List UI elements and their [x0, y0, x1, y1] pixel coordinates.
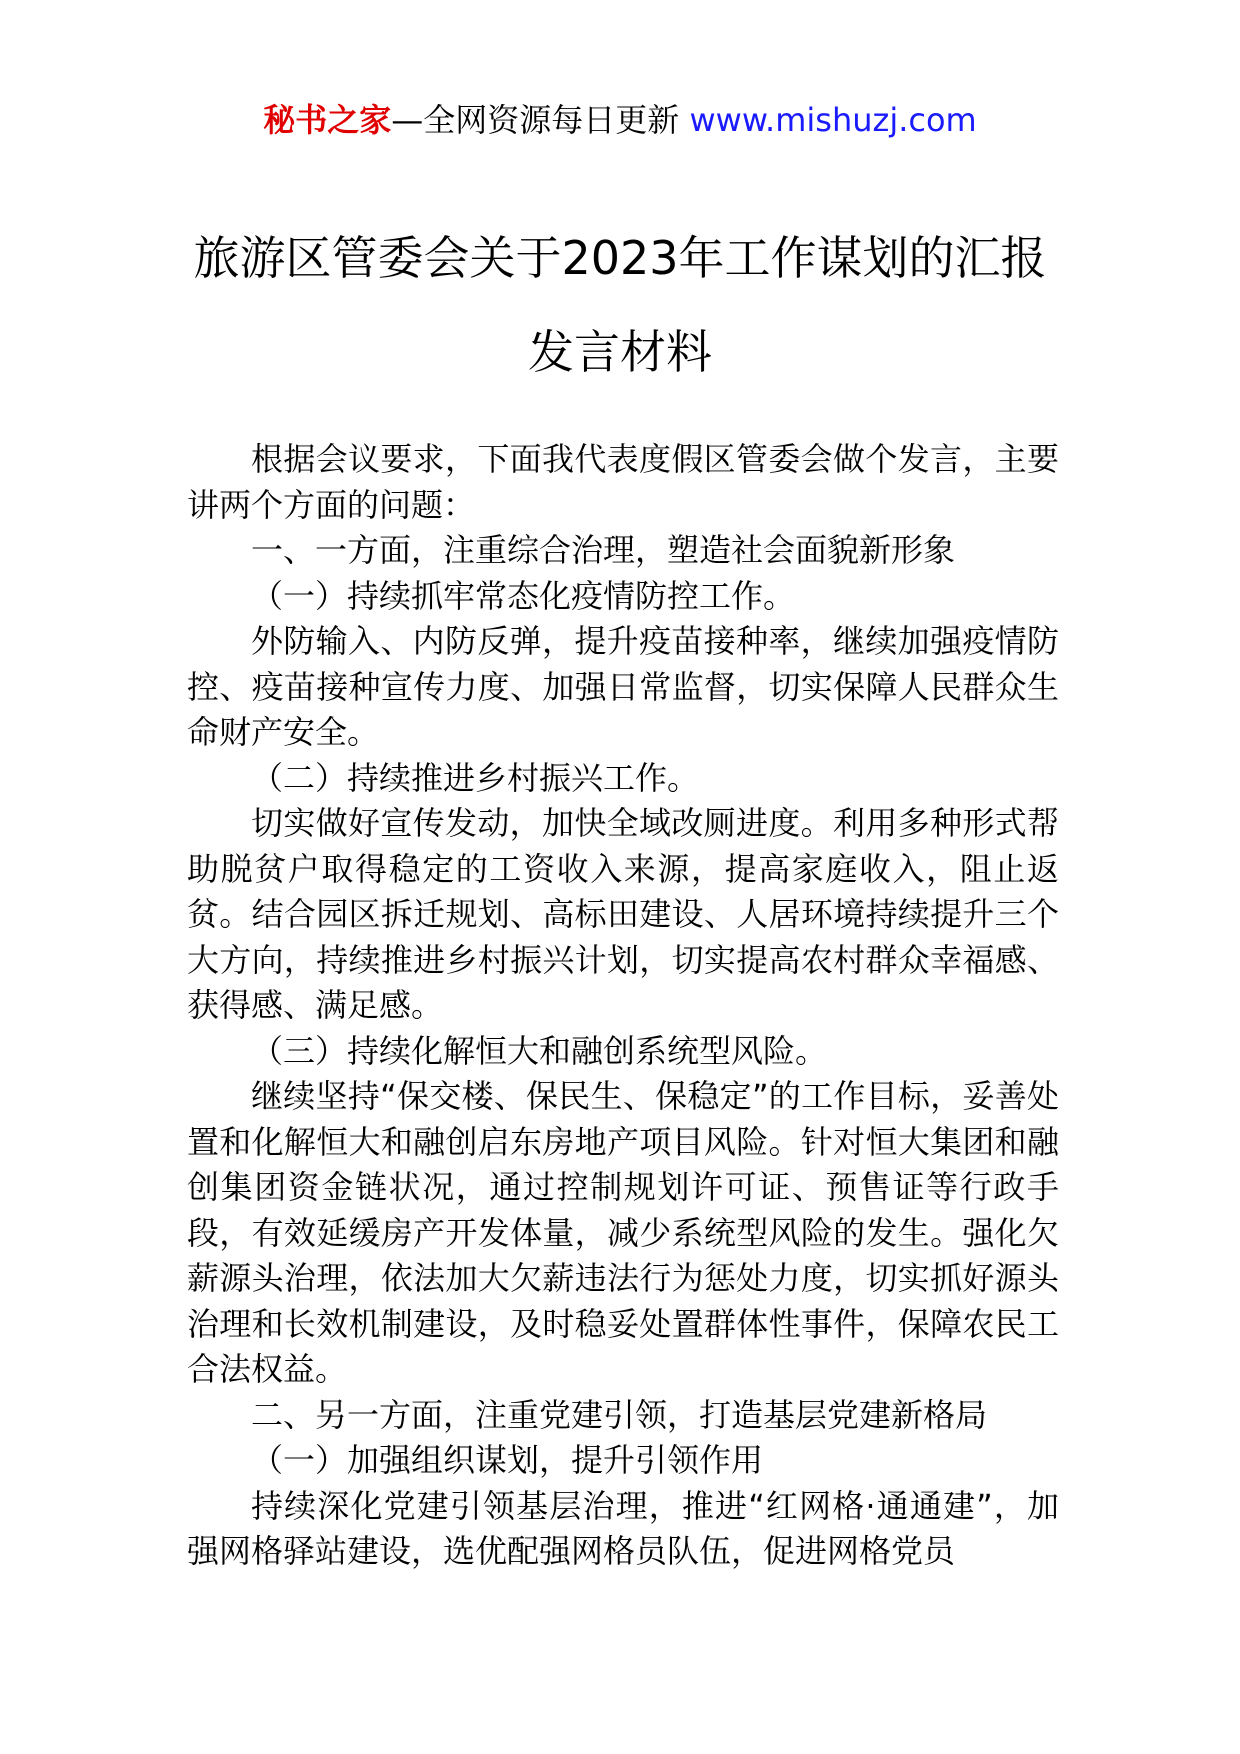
- document-title-line-1: 旅游区管委会关于2023年工作谋划的汇报: [193, 231, 1047, 285]
- document-title-line-2: 发言材料: [528, 325, 712, 379]
- document-body: [187, 437, 1059, 1575]
- body-paragraph: 根据会议要求，下面我代表度假区管委会做个发言，主要讲两个方面的问题：: [187, 440, 1059, 524]
- section-heading: 一、一方面，注重综合治理，塑造社会面貌新形象: [251, 531, 956, 569]
- watermark-url[interactable]: www.mishuzj.com: [689, 101, 977, 139]
- watermark-header: [0, 98, 1240, 142]
- watermark-tagline: —全网资源每日更新: [391, 101, 690, 139]
- body-paragraph: 继续坚持“保交楼、保民生、保稳定”的工作目标，妥善处置和化解恒大和融创启东房地产项目风险。针对恒大集团和融创集团资金链状况，通过控制规划许可证、预售证等行政手段，有效延缓房产开发体量，减少系统型风险的发生。强化欠薪源头治理，依法加大欠薪违法行为惩处力度，切实抓好源头治理和长效机制建设，及时稳妥处置群体性事件，保障农民工合法权益。: [187, 1077, 1059, 1388]
- subsection-heading: （二）持续推进乡村振兴工作。: [251, 758, 700, 797]
- body-paragraph: 外防输入、内防反弹，提升疫苗接种率，继续加强疫情防控、疫苗接种宣传力度、加强日常监督，切实保障人民群众生命财产安全。: [187, 622, 1059, 751]
- body-paragraph: 切实做好宣传发动，加快全域改厕进度。利用多种形式帮助脱贫户取得稳定的工资收入来源，提高家庭收入，阻止返贫。结合园区拆迁规划、高标田建设、人居环境持续提升三个大方向，持续推进乡村振兴计划，切实提高农村群众幸福感、获得感、满足感。: [187, 804, 1059, 1024]
- section-heading: 二、另一方面，注重党建引领，打造基层党建新格局: [251, 1395, 988, 1434]
- subsection-heading: （三）持续化解恒大和融创系统型风险。: [251, 1031, 828, 1070]
- subsection-heading: （一）持续抓牢常态化疫情防控工作。: [251, 576, 796, 615]
- subsection-heading: （一）加强组织谋划，提升引领作用: [251, 1441, 764, 1479]
- watermark-brand: 秘书之家: [263, 101, 392, 139]
- body-paragraph: 持续深化党建引领基层治理，推进“红网格·通通建”，加强网格驿站建设，选优配强网格员队伍，促进网格党员: [187, 1486, 1059, 1570]
